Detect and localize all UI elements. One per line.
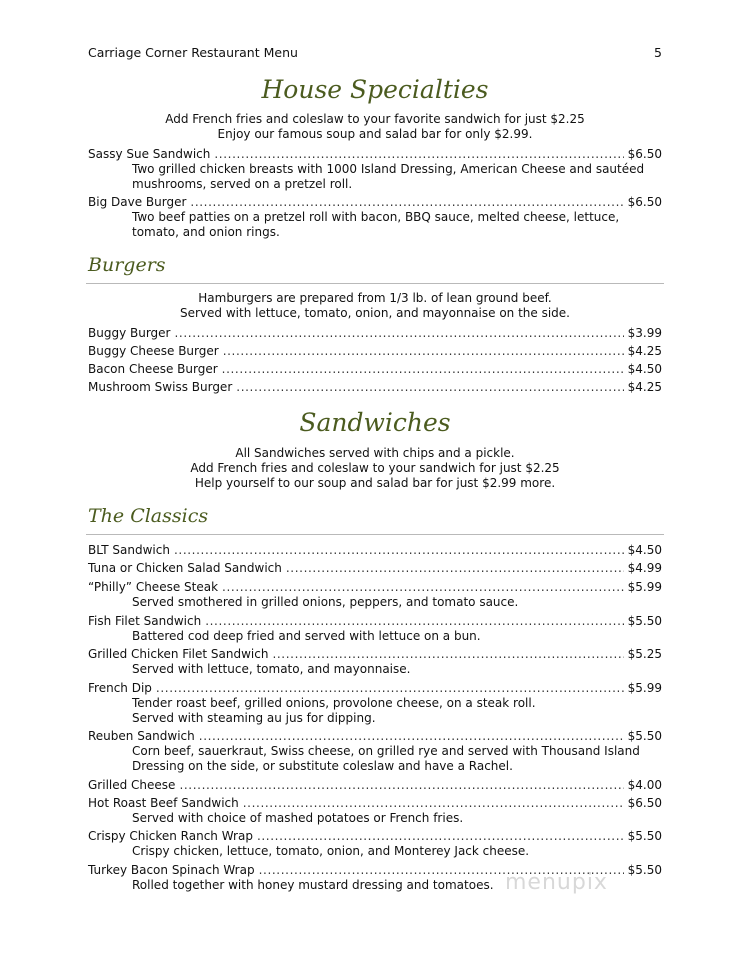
menu-item: Grilled Chicken Filet Sandwich . . . $5.25 Served with lettuce, tomato, and mayonnaise. xyxy=(88,647,662,677)
menu-title: Carriage Corner Restaurant Menu xyxy=(88,45,298,60)
menupix-watermark: menupix xyxy=(505,870,608,895)
page-number: 5 xyxy=(654,45,662,60)
menu-item: Buggy Cheese Burger . . . $4.25 xyxy=(88,344,662,359)
menu-item: Hot Roast Beef Sandwich . . . $6.50 Served with choice of mashed potatoes or French fries. xyxy=(88,796,662,826)
burgers-heading: Burgers xyxy=(88,254,166,276)
menu-item: Big Dave Burger . . . $6.50 Two beef patties on a pretzel roll with bacon, BBQ sauce, melted cheese, lettuce, tomato, and onion rings. xyxy=(88,195,662,240)
section-divider xyxy=(86,283,664,284)
menu-item: Bacon Cheese Burger . . . $4.50 xyxy=(88,362,662,377)
page-header xyxy=(88,45,662,63)
menu-item: Crispy Chicken Ranch Wrap . . . $5.50 Crispy chicken, lettuce, tomato, onion, and Monterey Jack cheese. xyxy=(88,829,662,859)
menu-item: Fish Filet Sandwich . . . $5.50 Battered cod deep fried and served with lettuce on a bun. xyxy=(88,614,662,644)
menu-item: Reuben Sandwich . . . $5.50 Corn beef, sauerkraut, Swiss cheese, on grilled rye and served with Thousand Island Dressing on the side, or substitute coleslaw and have a Rachel. xyxy=(88,729,662,774)
house-specialties-heading: House Specialties xyxy=(261,75,489,104)
house-intro: Add French fries and coleslaw to your favorite sandwich for just $2.25 Enjoy our famous soup and salad bar for only $2.99. xyxy=(165,112,585,141)
menu-item: “Philly” Cheese Steak . . . $5.99 Served smothered in grilled onions, peppers, and tomato sauce. xyxy=(88,580,662,610)
menu-item: Mushroom Swiss Burger . . . $4.25 xyxy=(88,380,662,395)
classics-heading: The Classics xyxy=(88,505,209,527)
menu-item: French Dip . . . $5.99 Tender roast beef, grilled onions, provolone cheese, on a steak roll. Served with steaming au jus for dipping. xyxy=(88,681,662,726)
sandwiches-intro: All Sandwiches served with chips and a pickle. Add French fries and coleslaw to your sandwich for just $2.25 Help yourself to our soup and salad bar for just $2.99 more. xyxy=(190,446,560,490)
menu-item: Grilled Cheese . . . $4.00 xyxy=(88,778,662,793)
sandwiches-heading: Sandwiches xyxy=(299,408,451,437)
menu-item: Buggy Burger . . . $3.99 xyxy=(88,326,662,341)
menu-item: Tuna or Chicken Salad Sandwich . . . $4.99 xyxy=(88,561,662,576)
menu-item: Sassy Sue Sandwich . . . $6.50 Two grilled chicken breasts with 1000 Island Dressing, American Cheese and sautéed mushrooms, served on a pretzel roll. xyxy=(88,147,662,192)
section-divider xyxy=(86,534,664,535)
menu-item: Turkey Bacon Spinach Wrap . . . $5.50 Rolled together with honey mustard dressing and tomatoes. xyxy=(88,863,662,893)
menu-item: BLT Sandwich . . . $4.50 xyxy=(88,543,662,558)
burgers-intro: Hamburgers are prepared from 1/3 lb. of lean ground beef. Served with lettuce, tomato, onion, and mayonnaise on the side. xyxy=(180,291,570,320)
